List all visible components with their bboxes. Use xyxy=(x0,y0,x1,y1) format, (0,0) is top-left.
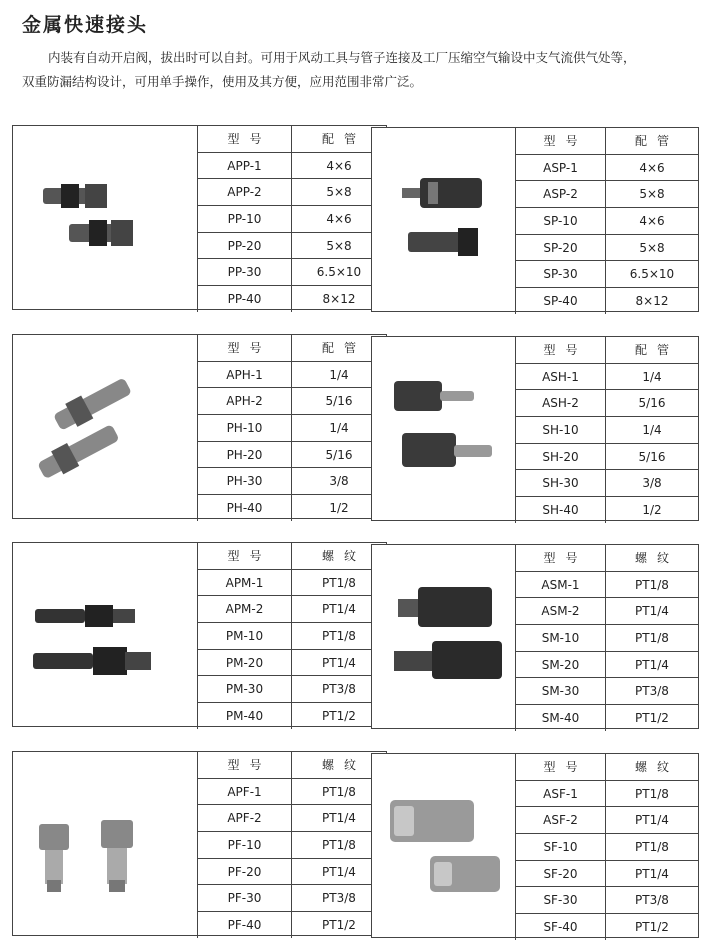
model-cell: PP-10 xyxy=(198,206,292,233)
table-row xyxy=(198,259,387,286)
spec-cell: PT1/8 xyxy=(292,832,387,859)
product-photo-pp xyxy=(13,126,158,309)
table-row xyxy=(516,651,699,678)
model-cell: PP-30 xyxy=(198,259,292,286)
model-cell: APP-2 xyxy=(198,179,292,206)
model-cell: APH-2 xyxy=(198,388,292,415)
table-row xyxy=(516,154,699,181)
product-panel-sm xyxy=(371,544,699,729)
header-spec: 配管 xyxy=(292,335,387,361)
table-row xyxy=(516,181,699,208)
product-panel-sp xyxy=(371,127,699,312)
model-cell: SF-10 xyxy=(516,834,606,861)
table-row xyxy=(516,261,699,288)
model-cell: SM-20 xyxy=(516,651,606,678)
header-spec: 螺纹 xyxy=(292,752,387,778)
spec-cell: 3/8 xyxy=(292,468,387,495)
model-cell: SH-20 xyxy=(516,443,606,470)
header-spec: 配管 xyxy=(606,128,699,154)
intro-line-1: 内装有自动开启阀，拔出时可以自封。可用于风动工具与管子连接及工厂压缩空气输设中支气流供气处等， xyxy=(48,50,636,65)
spec-cell: PT1/4 xyxy=(606,807,699,834)
spec-cell: PT1/4 xyxy=(292,596,387,623)
table-row xyxy=(516,807,699,834)
spec-table xyxy=(515,337,698,523)
table-row xyxy=(516,887,699,914)
table-row xyxy=(516,417,699,444)
model-cell: PF-10 xyxy=(198,832,292,859)
model-cell: SM-40 xyxy=(516,705,606,731)
table-row xyxy=(198,858,387,885)
table-row xyxy=(198,912,387,938)
product-photo-sm xyxy=(372,545,515,728)
spec-cell: PT1/2 xyxy=(292,912,387,938)
spec-cell: 1/2 xyxy=(606,497,699,523)
model-cell: SM-10 xyxy=(516,625,606,652)
product-panel-pm xyxy=(12,542,387,727)
spec-cell: 5×8 xyxy=(606,181,699,208)
product-panel-ph xyxy=(12,334,387,519)
spec-table xyxy=(197,335,386,521)
product-panel-pf xyxy=(12,751,387,936)
table-row xyxy=(516,470,699,497)
product-photo-pf xyxy=(13,752,158,935)
table-row xyxy=(198,703,387,729)
model-cell: APF-1 xyxy=(198,778,292,805)
spec-cell: PT1/4 xyxy=(292,649,387,676)
spec-table xyxy=(197,752,386,938)
spec-cell: PT1/8 xyxy=(606,625,699,652)
spec-cell: PT3/8 xyxy=(292,676,387,703)
table-row xyxy=(516,780,699,807)
model-cell: SF-30 xyxy=(516,887,606,914)
table-row xyxy=(516,390,699,417)
model-cell: PM-10 xyxy=(198,623,292,650)
model-cell: APM-2 xyxy=(198,596,292,623)
model-cell: PH-10 xyxy=(198,415,292,442)
spec-table xyxy=(515,754,698,940)
spec-cell: 6.5×10 xyxy=(606,261,699,288)
spec-cell: 4×6 xyxy=(292,206,387,233)
spec-cell: PT1/4 xyxy=(292,805,387,832)
header-model: 型号 xyxy=(198,543,292,569)
model-cell: ASP-1 xyxy=(516,154,606,181)
table-row xyxy=(516,288,699,314)
model-cell: SF-40 xyxy=(516,914,606,940)
product-panel-sf xyxy=(371,753,699,938)
spec-cell: 1/2 xyxy=(292,495,387,521)
model-cell: SH-30 xyxy=(516,470,606,497)
model-cell: APP-1 xyxy=(198,152,292,179)
spec-cell: 5/16 xyxy=(606,443,699,470)
table-row xyxy=(198,232,387,259)
model-cell: PH-40 xyxy=(198,495,292,521)
header-model: 型号 xyxy=(516,337,606,363)
spec-cell: 5×8 xyxy=(292,232,387,259)
table-row xyxy=(198,596,387,623)
table-row xyxy=(198,415,387,442)
spec-cell: PT3/8 xyxy=(606,678,699,705)
table-row xyxy=(198,495,387,521)
model-cell: SH-10 xyxy=(516,417,606,444)
header-model: 型号 xyxy=(516,128,606,154)
product-panel-pp xyxy=(12,125,387,310)
table-row xyxy=(516,497,699,523)
table-row xyxy=(516,443,699,470)
spec-cell: PT1/8 xyxy=(292,623,387,650)
header-spec: 配管 xyxy=(606,337,699,363)
model-cell: PF-20 xyxy=(198,858,292,885)
spec-cell: 1/4 xyxy=(292,361,387,388)
spec-cell: 5×8 xyxy=(292,179,387,206)
table-row xyxy=(198,832,387,859)
spec-cell: PT1/4 xyxy=(606,598,699,625)
model-cell: SF-20 xyxy=(516,860,606,887)
product-photo-ph xyxy=(13,335,158,518)
spec-table xyxy=(197,543,386,729)
model-cell: ASH-2 xyxy=(516,390,606,417)
table-row xyxy=(198,778,387,805)
model-cell: PP-40 xyxy=(198,286,292,312)
spec-cell: PT1/2 xyxy=(606,705,699,731)
model-cell: APF-2 xyxy=(198,805,292,832)
table-row xyxy=(198,649,387,676)
spec-cell: 1/4 xyxy=(606,417,699,444)
table-row xyxy=(516,678,699,705)
model-cell: SP-40 xyxy=(516,288,606,314)
model-cell: PH-20 xyxy=(198,441,292,468)
header-model: 型号 xyxy=(198,126,292,152)
model-cell: PP-20 xyxy=(198,232,292,259)
table-row xyxy=(516,571,699,598)
product-photo-sp xyxy=(372,128,515,311)
spec-table xyxy=(515,545,698,731)
model-cell: SP-20 xyxy=(516,234,606,261)
spec-cell: PT1/2 xyxy=(292,703,387,729)
table-row xyxy=(198,441,387,468)
table-row xyxy=(516,625,699,652)
model-cell: PH-30 xyxy=(198,468,292,495)
header-spec: 螺纹 xyxy=(606,754,699,780)
spec-cell: PT1/4 xyxy=(292,858,387,885)
model-cell: ASF-1 xyxy=(516,780,606,807)
model-cell: SP-30 xyxy=(516,261,606,288)
spec-cell: PT1/8 xyxy=(606,571,699,598)
table-row xyxy=(198,468,387,495)
spec-cell: PT3/8 xyxy=(292,885,387,912)
model-cell: PF-30 xyxy=(198,885,292,912)
spec-table xyxy=(515,128,698,314)
spec-cell: PT1/4 xyxy=(606,860,699,887)
model-cell: ASH-1 xyxy=(516,363,606,390)
model-cell: PM-30 xyxy=(198,676,292,703)
spec-cell: PT1/8 xyxy=(606,780,699,807)
spec-cell: PT1/2 xyxy=(606,914,699,940)
table-row xyxy=(516,834,699,861)
product-panel-sh xyxy=(371,336,699,521)
product-photo-sf xyxy=(372,754,515,937)
spec-table xyxy=(197,126,386,312)
table-row xyxy=(516,705,699,731)
table-row xyxy=(198,623,387,650)
header-spec: 螺纹 xyxy=(292,543,387,569)
model-cell: ASM-1 xyxy=(516,571,606,598)
table-row xyxy=(198,152,387,179)
table-row xyxy=(516,914,699,940)
spec-cell: PT1/8 xyxy=(292,569,387,596)
model-cell: ASP-2 xyxy=(516,181,606,208)
spec-cell: 1/4 xyxy=(606,363,699,390)
table-row xyxy=(198,885,387,912)
spec-cell: 5×8 xyxy=(606,234,699,261)
spec-cell: 8×12 xyxy=(292,286,387,312)
intro-line-2: 双重防漏结构设计，可用单手操作，使用及其方便，应用范围非常广泛。 xyxy=(22,74,423,89)
spec-cell: 4×6 xyxy=(606,208,699,235)
spec-cell: 4×6 xyxy=(606,154,699,181)
product-photo-sh xyxy=(372,337,515,520)
model-cell: APH-1 xyxy=(198,361,292,388)
model-cell: SP-10 xyxy=(516,208,606,235)
table-row xyxy=(198,805,387,832)
table-row xyxy=(198,569,387,596)
page-title: 金属快速接头 xyxy=(22,14,149,36)
spec-cell: 5/16 xyxy=(606,390,699,417)
table-row xyxy=(516,363,699,390)
product-photo-pm xyxy=(13,543,158,726)
model-cell: PM-20 xyxy=(198,649,292,676)
model-cell: APM-1 xyxy=(198,569,292,596)
header-model: 型号 xyxy=(198,335,292,361)
table-row xyxy=(198,286,387,312)
table-row xyxy=(198,206,387,233)
model-cell: ASF-2 xyxy=(516,807,606,834)
model-cell: SH-40 xyxy=(516,497,606,523)
model-cell: PM-40 xyxy=(198,703,292,729)
table-row xyxy=(516,598,699,625)
spec-cell: 4×6 xyxy=(292,152,387,179)
header-model: 型号 xyxy=(198,752,292,778)
header-model: 型号 xyxy=(516,754,606,780)
spec-cell: PT1/8 xyxy=(606,834,699,861)
table-row xyxy=(516,208,699,235)
spec-cell: 5/16 xyxy=(292,441,387,468)
spec-cell: 5/16 xyxy=(292,388,387,415)
table-row xyxy=(198,388,387,415)
table-row xyxy=(198,676,387,703)
spec-cell: 1/4 xyxy=(292,415,387,442)
model-cell: ASM-2 xyxy=(516,598,606,625)
header-spec: 配管 xyxy=(292,126,387,152)
spec-cell: PT1/4 xyxy=(606,651,699,678)
header-model: 型号 xyxy=(516,545,606,571)
spec-cell: 8×12 xyxy=(606,288,699,314)
model-cell: PF-40 xyxy=(198,912,292,938)
intro-text xyxy=(22,46,698,94)
spec-cell: PT1/8 xyxy=(292,778,387,805)
spec-cell: PT3/8 xyxy=(606,887,699,914)
table-row xyxy=(516,234,699,261)
spec-cell: 3/8 xyxy=(606,470,699,497)
table-row xyxy=(198,361,387,388)
table-row xyxy=(198,179,387,206)
table-row xyxy=(516,860,699,887)
spec-cell: 6.5×10 xyxy=(292,259,387,286)
model-cell: SM-30 xyxy=(516,678,606,705)
header-spec: 螺纹 xyxy=(606,545,699,571)
